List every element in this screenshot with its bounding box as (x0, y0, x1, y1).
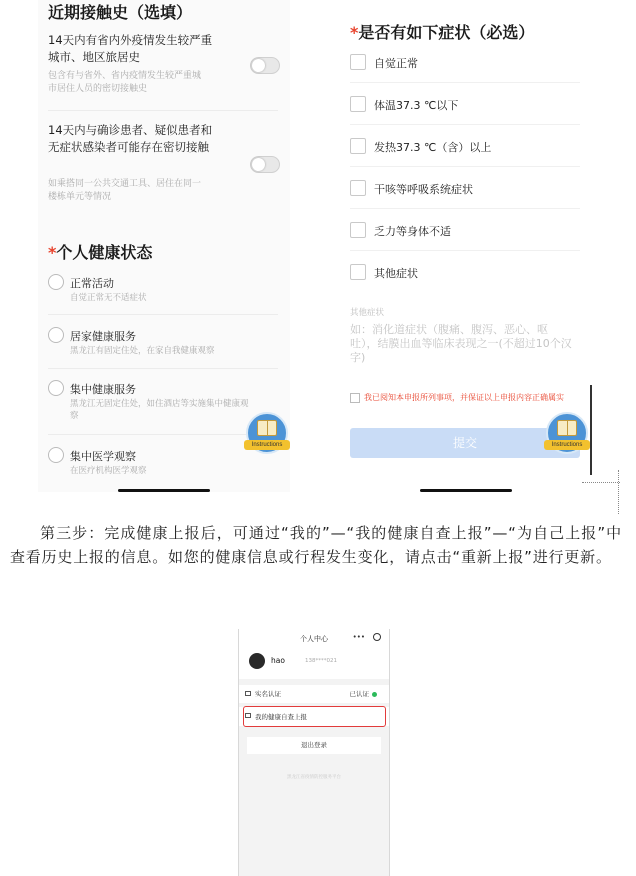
option-title: 集中医学观察 (70, 450, 136, 463)
symptom-label: 自觉正常 (374, 57, 418, 70)
id-card-icon (245, 691, 251, 696)
self-report-label: 我的健康自查上报 (255, 713, 307, 721)
divider (350, 82, 580, 83)
option-title: 居家健康服务 (70, 330, 136, 343)
divider (350, 250, 580, 251)
instructions-label: Instructions (244, 440, 290, 450)
instructions-label: Instructions (544, 440, 590, 450)
toggle-knob (252, 158, 265, 171)
symptom-label: 发热37.3 ℃（含）以上 (374, 141, 492, 154)
user-name: hao (271, 656, 285, 665)
health-section-title (48, 240, 152, 263)
symptom-section-title (350, 20, 534, 43)
mini-header (239, 629, 389, 679)
divider (48, 434, 278, 435)
step3-paragraph: 第三步：完成健康上报后，可通过“我的”—“我的健康自查上报”—“为自己上报”中查看历史上报的信息。如您的健康信息或行程发生变化，请点击“重新上报”进行更新。 (10, 524, 622, 566)
symptom-label: 其他症状 (374, 267, 418, 280)
close-contact-title: 14天内与确诊患者、疑似患者和无症状感染者可能存在密切接触 (48, 123, 213, 154)
personal-center-screenshot (238, 629, 390, 876)
divider (350, 124, 580, 125)
symptom-label: 体温37.3 ℃以下 (374, 99, 459, 112)
submit-button[interactable]: 提交 (350, 428, 580, 458)
dotted-border (582, 482, 620, 483)
scrollbar[interactable] (590, 385, 592, 475)
option-title: 正常活动 (70, 277, 114, 290)
symptom-label: 干咳等呼吸系统症状 (374, 183, 473, 196)
book-icon (557, 420, 577, 436)
radio-medical-observation[interactable] (48, 447, 64, 463)
symptom-checkbox-cough[interactable] (350, 180, 366, 196)
dotted-border (618, 470, 619, 514)
symptom-checkbox-other[interactable] (350, 264, 366, 280)
divider (48, 110, 278, 111)
instructions-badge[interactable] (546, 412, 588, 454)
symptom-checkbox-normal[interactable] (350, 54, 366, 70)
close-contact-toggle[interactable] (250, 156, 280, 173)
option-desc: 黑龙江有固定住处，在家自我健康观察 (70, 346, 215, 356)
radio-normal-activity[interactable] (48, 274, 64, 290)
radio-home-health[interactable] (48, 327, 64, 343)
other-symptom-input[interactable]: 如：消化道症状（腹痛、腹泻、恶心、呕吐），结膜出血等临床表现之一(不超过10个汉字) (350, 323, 572, 364)
option-desc: 黑龙江无固定住处，如住酒店等实施集中健康观察 (70, 399, 249, 421)
divider (48, 314, 278, 315)
toggle-knob (252, 59, 265, 72)
option-title: 集中健康服务 (70, 383, 136, 396)
other-symptom-label: 其他症状 (350, 308, 385, 318)
agree-checkbox[interactable] (350, 393, 360, 403)
divider (350, 208, 580, 209)
book-icon (257, 420, 277, 436)
health-section-title-text: 个人健康状态 (56, 243, 153, 262)
option-desc: 在医疗机构医学观察 (70, 466, 147, 476)
travel-history-title: 14天内有省内外疫情发生较严重城市、地区旅居史 (48, 33, 213, 64)
home-indicator (420, 489, 512, 492)
verify-label: 实名认证 (255, 690, 281, 698)
option-desc: 自觉正常无不适症状 (70, 293, 147, 303)
logout-button[interactable]: 退出登录 (247, 737, 381, 754)
verified-dot-icon (372, 692, 377, 697)
instructions-badge[interactable] (246, 412, 288, 454)
symptom-form-screenshot (340, 0, 592, 492)
contact-section-title: 近期接触史（选填） (48, 3, 193, 22)
divider (48, 368, 278, 369)
divider (350, 166, 580, 167)
agree-text: 我已阅知本申报所列事项，并保证以上申报内容正确属实 (364, 393, 564, 402)
avatar (249, 653, 265, 669)
radio-central-health[interactable] (48, 380, 64, 396)
travel-history-desc: 包含有与省外、省内疫情发生较严重城市居住人员的密切接触史 (48, 71, 202, 94)
home-indicator (118, 489, 210, 492)
contact-health-form-screenshot (38, 0, 290, 492)
verify-status: 已认证 (349, 690, 369, 698)
symptom-section-title-text: 是否有如下症状（必选） (358, 23, 535, 42)
symptom-label: 乏力等身体不适 (374, 225, 451, 238)
symptom-checkbox-fatigue[interactable] (350, 222, 366, 238)
highlight-box (243, 706, 386, 727)
travel-history-toggle[interactable] (250, 57, 280, 74)
close-icon[interactable] (373, 633, 381, 641)
required-star: * (48, 243, 57, 262)
footer-note: 黑龙江省疫情防控服务平台 (287, 775, 341, 780)
required-star: * (350, 23, 359, 42)
mini-page-title: 个人中心 (300, 635, 328, 643)
real-name-verify-row[interactable] (239, 685, 389, 703)
symptom-checkbox-fever[interactable] (350, 138, 366, 154)
symptom-checkbox-temp-normal[interactable] (350, 96, 366, 112)
user-phone: 138****021 (305, 658, 337, 664)
more-menu-icon[interactable]: ••• (352, 633, 365, 641)
close-contact-desc: 如乘搭同一公共交通工具、居住在同一楼栋单元等情况 (48, 179, 202, 202)
